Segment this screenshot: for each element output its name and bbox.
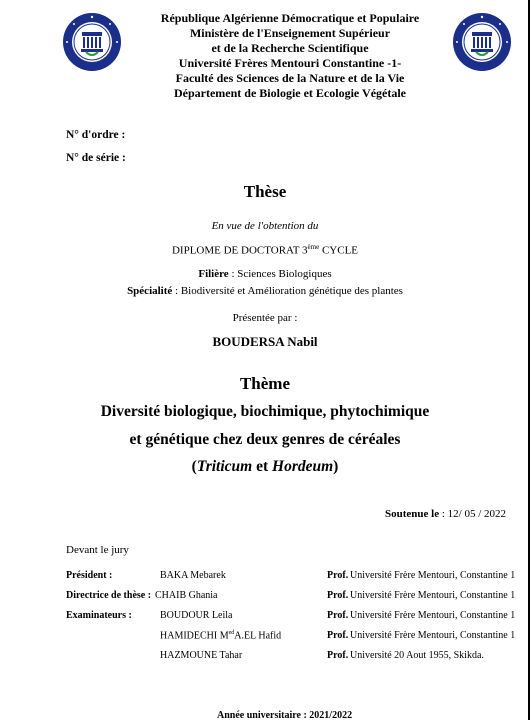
jury-row <box>66 570 530 590</box>
jury-row <box>66 630 530 650</box>
specialite-value: : Biodiversité et Amélioration génétique des plantes <box>172 285 403 297</box>
jury-role: Examinateurs : <box>66 610 132 621</box>
specialite-label: Spécialité <box>127 285 173 297</box>
jury-name: HAMIDECHI $M^{ed}A.EL$ Hafid <box>160 630 282 642</box>
conjunction: et <box>252 458 273 475</box>
en-vue-text: En vue de l'obtention du <box>211 220 319 232</box>
header-line: Ministère de l'Enseignement Supérieur <box>189 26 391 40</box>
jury-row <box>66 650 530 670</box>
soutenance-value: : 12/ 05 / 2022 <box>439 508 507 520</box>
jury-title: Prof. <box>327 630 349 641</box>
author-name: BOUDERSA Nabil <box>212 334 318 349</box>
genus-hordeum: Hordeum <box>272 458 334 475</box>
jury-institution: Université Frère Mentouri, Constantine 1 <box>350 630 516 641</box>
genus-triticum: Triticum <box>196 458 253 475</box>
filiere-line <box>0 268 530 280</box>
theme-label: Thème <box>239 374 291 393</box>
academic-year: Année universitaire : 2021/2022 <box>217 710 353 721</box>
jury-name: HAZMOUNE Tahar <box>160 650 243 661</box>
jury-role: Directrice de thèse : <box>66 590 152 601</box>
theme-line-2: et génétique chez deux genres de céréales <box>129 431 401 448</box>
presentee-par: Présentée par : <box>232 312 298 324</box>
diplome-suffix: CYCLE <box>319 244 359 257</box>
close-paren: ) <box>333 458 339 475</box>
specialite-line <box>0 285 530 297</box>
jury-institution: Université Frère Mentouri, Constantine 1 <box>350 590 516 601</box>
document-title: Thèse <box>243 182 287 201</box>
jury-row <box>66 590 530 610</box>
jury-title: Prof. <box>327 650 349 661</box>
serie-label: N° de série : <box>66 152 126 164</box>
header-line: Département de Biologie et Ecologie Végétale <box>173 86 407 100</box>
jury-title: Prof. <box>327 590 349 601</box>
diplome-sup: ème <box>307 243 320 251</box>
header-line: et de la Recherche Scientifique <box>211 41 369 55</box>
jury-institution: Université 20 Aout 1955, Skikda. <box>350 650 484 661</box>
filiere-label: Filière <box>198 268 229 280</box>
jury-institution: Université Frère Mentouri, Constantine 1 <box>350 570 516 581</box>
filiere-value: : Sciences Biologiques <box>228 268 332 280</box>
university-emblem-icon <box>452 12 512 72</box>
jury-title: Prof. <box>327 610 349 621</box>
theme-line-3 <box>0 458 530 476</box>
soutenance-label: Soutenue le <box>385 508 440 520</box>
open-paren: ( <box>191 458 197 475</box>
diplome-line <box>0 243 530 257</box>
theme-line-1: Diversité biologique, biochimique, phytochimique <box>100 403 430 420</box>
jury-institution: Université Frère Mentouri, Constantine 1 <box>350 610 516 621</box>
diplome-prefix: DIPLOME DE DOCTORAT 3 <box>171 244 308 257</box>
header-line: République Algérienne Démocratique et Populaire <box>160 11 420 25</box>
header-line: Université Frères Mentouri Constantine -1- <box>178 56 402 70</box>
ordre-label: N° d'ordre : <box>66 129 126 141</box>
jury-title: Prof. <box>327 570 349 581</box>
university-emblem-icon <box>62 12 122 72</box>
jury-table <box>66 570 530 670</box>
jury-name: BOUDOUR Leila <box>160 610 233 621</box>
jury-name: CHAIB Ghania <box>155 590 218 601</box>
jury-intro: Devant le jury <box>66 544 129 556</box>
jury-name: BAKA Mebarek <box>160 570 226 581</box>
soutenance-date <box>385 508 506 520</box>
header-line: Faculté des Sciences de la Nature et de la Vie <box>175 71 405 85</box>
jury-row <box>66 610 530 630</box>
institution-header <box>120 11 460 101</box>
jury-role: Président : <box>66 570 113 581</box>
